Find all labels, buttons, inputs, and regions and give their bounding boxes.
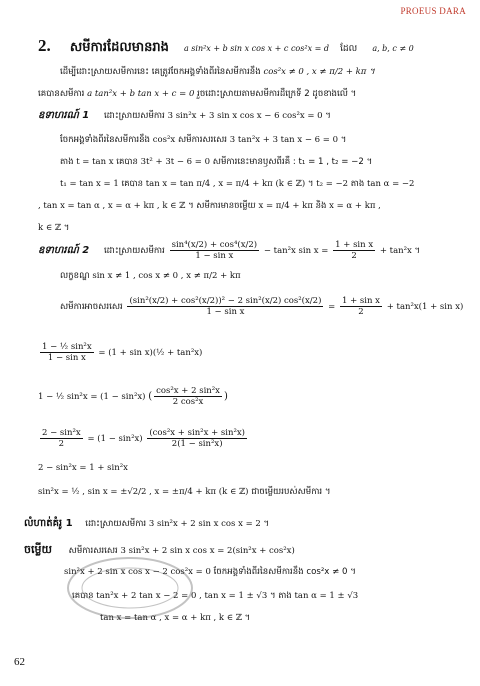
ex2-cond: sin x ≠ 1 , cos x ≠ 0 , x ≠ π/2 + kπ (92, 271, 241, 281)
ex2-eq-den: 1 − sin x (195, 251, 234, 261)
section-formula: a sin²x + b sin x cos x + c cos²x = d (183, 44, 329, 53)
ex2-st2-num: cos²x + 2 sin²x (156, 386, 220, 396)
section-cond-word: ដែល (340, 44, 358, 54)
ex1-s2b: សមីការនេះមានឫសពីរគឺ : t₁ = 1 , t₂ = −2 ។ (212, 157, 373, 167)
ex1-s3b: ។ t₂ = −2 តាង tan α = −2 (307, 179, 415, 189)
example-1-equation: 3 sin²x + 3 sin x cos x − 6 cos²x = 0 ។ (167, 111, 331, 121)
ex2-eq-rden: 2 (351, 251, 357, 261)
ex2-step-3 (38, 428, 249, 449)
section-title: សមីការដែលមានរាង (69, 40, 169, 55)
exercise-equation: 3 sin²x + 2 sin x cos x = 2 ។ (148, 519, 270, 529)
ex2-eq-rhs-fraction (333, 240, 375, 261)
ex2-st2-den: 2 cos²x (172, 397, 204, 407)
ex2-rewrite-tail: + tan²x(1 + sin x) (386, 302, 464, 312)
ex2-eq-rnum: 1 + sin x (335, 240, 374, 250)
ex2-eq-tail: + tan²x ។ (379, 246, 421, 256)
ex2-rewrite-den: 1 − sin x (206, 307, 245, 317)
ex2-st3-rden: 2(1 − sin²x) (171, 439, 223, 449)
answer-text-1: សមីការសរសេរ (68, 546, 118, 556)
example-2-label: ឧទាហរណ៍ 2 (38, 245, 90, 256)
intro-line-2 (38, 88, 356, 100)
ex2-rewrite-rnum: 1 + sin x (341, 296, 380, 306)
ex2-st3-rfraction (147, 428, 247, 449)
example-2-condition (60, 270, 241, 282)
ex2-rewrite-fraction (127, 296, 323, 317)
answer-math-3b: តាង tan α = 1 ± √3 (278, 591, 359, 601)
ex2-eq-rest: − tan²x sin x = (263, 246, 329, 256)
ex2-rewrite-rhs-fraction (340, 296, 382, 317)
section-condition: a, b, c ≠ 0 (372, 44, 414, 53)
example-1-step-5 (38, 222, 69, 234)
ex2-rewrite-text: សមីការអាចសរសេរ (60, 302, 123, 312)
ex2-st1-rhs: = (1 + sin x)(½ + tan²x) (98, 348, 203, 358)
intro-text-2: គេបានសមីការ (38, 89, 85, 99)
answer-math-3: គេបាន tan²x + 2 tan x − 2 = 0 , tan x = 1 ± √3 ។ (72, 591, 276, 601)
ex2-eq-fraction (170, 240, 260, 261)
intro-math-2: a tan²x + b tan x + c = 0 (87, 89, 195, 99)
ex1-s1b: cos²x (152, 135, 176, 145)
ex2-step-2: 1 − ½ sin²x = (1 − sin²x) ( $\frac{\text{cos²x + 2 sin²x}}{\text{2 cos²x}}$ ) (38, 386, 228, 407)
example-1-step-3 (60, 178, 414, 190)
ex1-s4b: x = π/4 + kπ និង x = α + kπ , (258, 201, 381, 211)
ex2-st3-rnum: (cos²x + sin²x + sin²x) (149, 428, 245, 438)
intro-math-1: cos²x ≠ 0 , x ≠ π/2 + kπ ។ (263, 67, 375, 77)
exercise-task: ដោះស្រាយសមីការ (85, 519, 147, 529)
example-1-step-4 (38, 200, 381, 212)
section-number: 2. (38, 36, 51, 55)
header-brand: PROEUS DARA (400, 6, 466, 16)
ex1-s1c: សមីការសរសេរ (177, 135, 228, 145)
answer-label: ចម្លើយ (24, 543, 52, 556)
example-1-heading (38, 110, 331, 122)
page-number: 62 (14, 656, 25, 668)
section-heading (38, 36, 414, 58)
example-1-step-2 (60, 156, 372, 168)
ex2-st5a: sin²x = ½ , sin x = ±√2/2 , x = ±π/4 + kπ (k ∈ ℤ) (38, 487, 249, 497)
ex2-cond-word: លក្ខខណ្ឌ (60, 271, 90, 281)
ex1-s4a: , tan x = tan α , x = α + kπ , k ∈ ℤ ។ សមីការមានចម្លើយ (38, 201, 256, 211)
ex2-step-1 (38, 342, 202, 363)
ex2-st2-lhs: 1 − ½ sin²x = (1 − sin²x) (38, 392, 146, 402)
ex2-st5b: ជាចម្លើយរបស់សមីការ ។ (251, 487, 331, 497)
ex2-st3-den: 2 (58, 439, 65, 449)
example-1-step-1 (60, 134, 346, 146)
library-stamp-icon (64, 554, 196, 622)
intro-line-1 (60, 66, 375, 78)
ex2-step-1-fraction (40, 342, 94, 363)
exercise-heading (24, 518, 269, 530)
ex2-st1-den: 1 − sin x (47, 353, 86, 363)
answer-text-2: ចែកអង្គទាំងពីរនៃសមីការនឹង cos²x ≠ 0 ។ (213, 567, 356, 577)
ex2-rewrite-rden: 2 (358, 307, 364, 317)
ex1-s1d: 3 tan²x + 3 tan x − 6 = 0 ។ (229, 135, 347, 145)
answer-math-2: sin²x + 2 sin x cos x − 2 cos²x = 0 (64, 567, 211, 577)
example-2-heading (38, 240, 420, 261)
ex2-st2-fraction (154, 386, 222, 407)
ex2-st4: 2 − sin²x = 1 + sin²x (38, 463, 128, 473)
intro-text-1: ដើម្បីដោះស្រាយសមីការនេះ គេត្រូវចែកអង្គទាំងពីរនៃសមីការនឹង (60, 67, 261, 77)
ex2-step-4 (38, 462, 128, 474)
example-2-task: ដោះស្រាយសមីការ (103, 246, 165, 256)
answer-math-1: 3 sin²x + 2 sin x cos x = 2(sin²x + cos²x) (120, 546, 295, 556)
ex1-s2a: តាង t = tan x គេបាន 3t² + 3t − 6 = 0 (60, 157, 211, 167)
ex2-eq-num: sin⁴(x/2) + cos⁴(x/2) (171, 240, 258, 250)
ex2-step-5 (38, 486, 331, 498)
exercise-label: លំហាត់គំរូ 1 (24, 518, 73, 529)
example-1-task: ដោះស្រាយសមីការ (103, 111, 165, 121)
ex2-st3-mid: = (1 − sin²x) (87, 434, 143, 444)
ex1-s3a: t₁ = tan x = 1 គេបាន tan x = tan π/4 , x = π/4 + kπ (k ∈ ℤ) (60, 179, 306, 189)
ex2-st1-num: 1 − ½ sin²x (42, 342, 92, 352)
example-1-label: ឧទាហរណ៍ 1 (38, 110, 90, 121)
answer-math-4: tan x = tan α , x = α + kπ , k ∈ ℤ ។ (100, 613, 251, 623)
ex2-st3-num: 2 − sin²x (42, 428, 81, 438)
intro-text-3: រួចដោះស្រាយតាមសមីការដឺក្រេទី 2 ដូចខាងលើ ។ (197, 89, 357, 99)
example-2-rewrite: សមីការអាចសរសេរ $\frac{\text{(sin²(x/2) + cos²(x/2))² − 2 sin²(x/2) cos²(x/2)}}{\text{1 − sin x}}$ = $\frac{\text{1 + sin x}}{2}$ + tan²x(1 + sin x) (60, 296, 464, 317)
ex1-s5: k ∈ ℤ ។ (38, 223, 70, 233)
ex1-s1a: ចែកអង្គទាំងពីរនៃសមីការនឹង (60, 135, 151, 145)
ex2-st3-lfraction (40, 428, 83, 449)
ex2-rewrite-num: (sin²(x/2) + cos²(x/2))² − 2 sin²(x/2) cos²(x/2) (129, 296, 322, 306)
